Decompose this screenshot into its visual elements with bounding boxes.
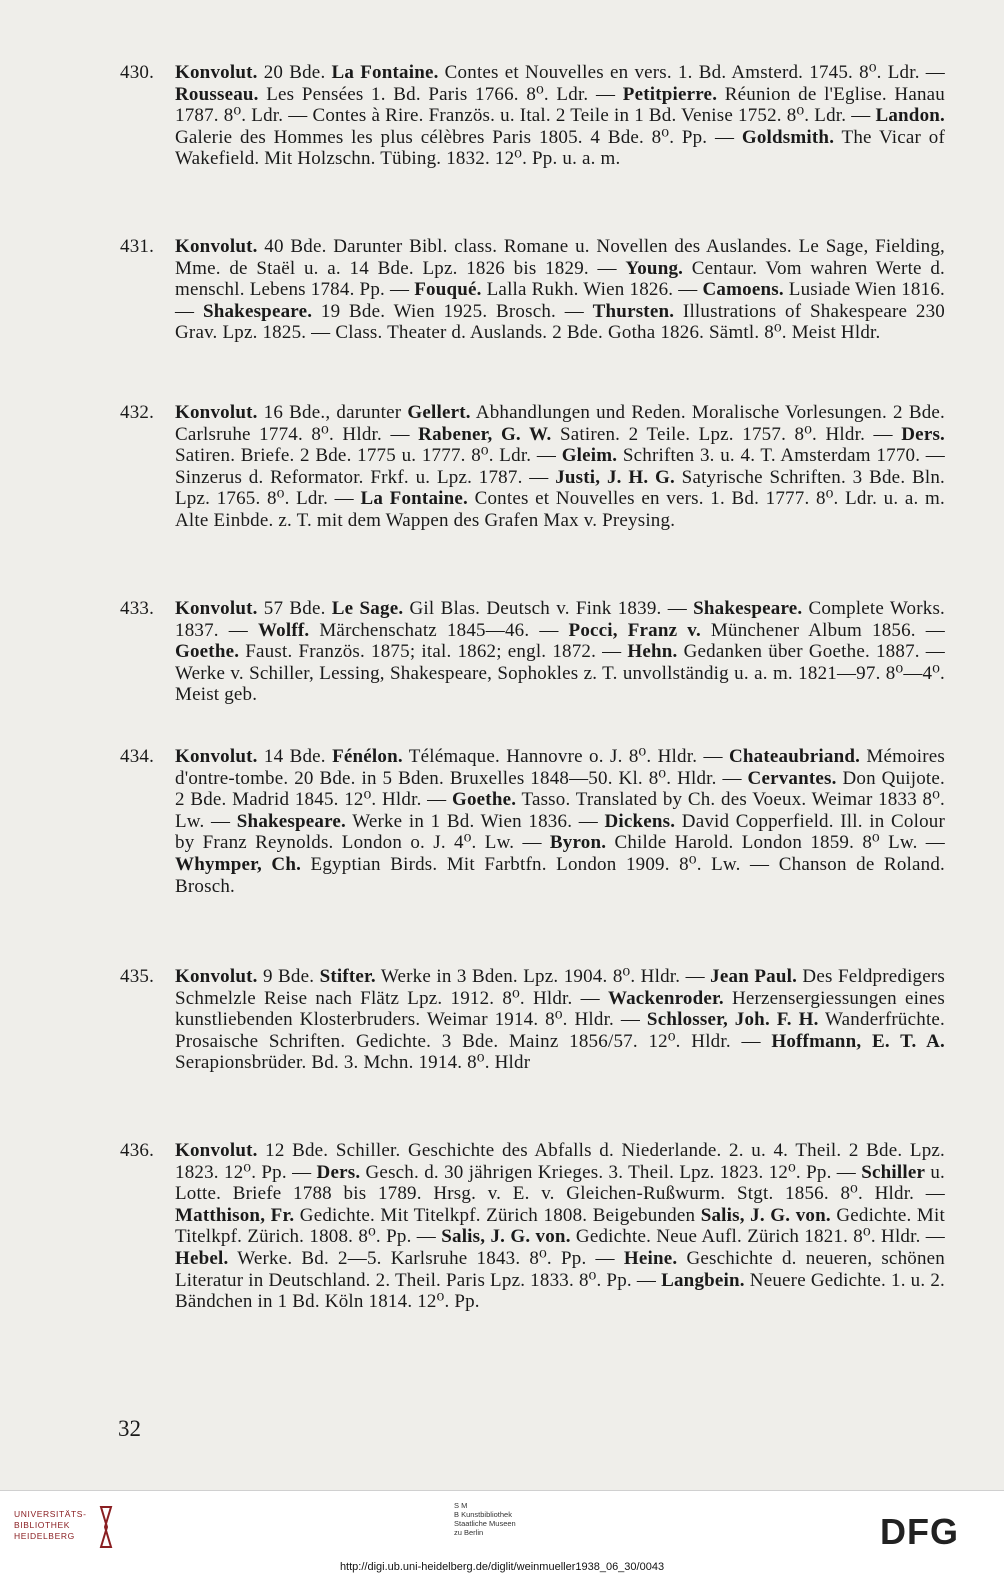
entry-author: Shakespeare. [202, 300, 313, 322]
university-line: BIBLIOTHEK [14, 1520, 71, 1530]
entry-description: 9 Bde. [257, 966, 320, 987]
entry-description: Satyrische Schriften. 3 Bde. Bln. Lpz. 1765. 8⁰. Ldr. — [175, 466, 946, 510]
dfg-logo[interactable]: DFG [880, 1511, 959, 1552]
entry-author: Konvolut. [175, 966, 258, 987]
entry-author: Shakespeare. [236, 810, 346, 832]
entry-text [175, 236, 945, 344]
library-line: Staatliche Museen [454, 1519, 516, 1528]
entry-author: Chateaubriand. [728, 746, 861, 767]
entry-author: Jean Paul. [710, 966, 798, 987]
entry-description: Neuere Gedichte. 1. u. 2. Bändchen in 1 Bd. Köln 1814. 12⁰. Pp. [175, 1269, 945, 1313]
entry-description: Herzensergiessungen eines kunstliebenden Klosterbruders. Weimar 1914. 8⁰. Hldr. — [175, 987, 945, 1031]
entry-author: Rousseau. [175, 83, 259, 105]
entry-description: Don Quijote. 2 Bde. Madrid 1845. 12⁰. Hldr. — [175, 767, 945, 811]
entry-description: Faust. Französ. 1875; ital. 1862; engl. 1872. — [239, 641, 628, 663]
entry-description: Wanderfrüchte. Prosaische Schriften. Gedichte. 3 Bde. Mainz 1856/57. 12⁰. Hldr. — [175, 1009, 946, 1052]
entry-author: Fouqué. [414, 279, 482, 301]
entry-author: Landon. [875, 105, 945, 127]
entry-description: Complete Works. 1837. — [175, 598, 945, 641]
entry-description: Serapionsbrüder. Bd. 3. Mchn. 1914. 8⁰. Hldr [175, 1052, 531, 1074]
entry-description: Mémoires d'ontre-tombe. 20 Bde. in 5 Bden. Bruxelles 1848—50. Kl. 8⁰. Hldr. — [175, 746, 946, 789]
entry-description: u. Lotte. Briefe 1788 bis 1789. Hrsg. v. E. v. Gleichen-Rußwurm. Stgt. 1856. 8⁰. Hldr. — [175, 1161, 945, 1205]
entry-description: Gedichte. Neue Aufl. Zürich 1821. 8⁰. Hldr. — [570, 1226, 946, 1248]
entry-number: 434. [120, 746, 155, 767]
entry-author: Salis, J. G. von. [700, 1204, 831, 1226]
university-line: HEIDELBERG [14, 1531, 75, 1541]
entry-text [175, 402, 945, 532]
entry-description: Télémaque. Hannovre o. J. 8⁰. Hldr. — [402, 746, 729, 767]
entry-description: Centaur. Vom wahren Werte d. menschl. Lebens 1784. Pp. — [175, 257, 946, 301]
entry-author: Goldsmith. [741, 126, 835, 148]
entry-text [175, 966, 945, 1074]
entry-author: Goethe. [175, 641, 240, 663]
entry-description: 40 Bde. Darunter Bibl. class. Romane u. Novellen des Auslandes. Le Sage, Fielding, Mme. de Staël u. a. 14 Bde. Lpz. 1826 bis 1829. — [175, 236, 945, 279]
university-line: UNIVERSITÄTS- [14, 1509, 87, 1519]
entry-author: Konvolut. [175, 62, 258, 83]
entry-description: Lalla Rukh. Wien 1826. — [481, 279, 703, 301]
entry-author: Hehn. [627, 641, 678, 663]
entry-description: Contes et Nouvelles en vers. 1. Bd. 1777. 8⁰. Ldr. u. a. m. Alte Einbde. z. T. mit dem Wappen des Grafen Max v. Preysing. [175, 488, 945, 531]
entry-author: Konvolut. [175, 746, 258, 767]
library-line: B Kunstbibliothek [454, 1510, 512, 1519]
entry-description: Gesch. d. 30 jährigen Krieges. 3. Theil. Lpz. 1823. 12⁰. Pp. — [360, 1161, 862, 1183]
source-url[interactable]: http://digi.ub.uni-heidelberg.de/diglit/weinmueller1938_06_30/0043 [339, 1561, 665, 1573]
library-line: zu Berlin [454, 1528, 484, 1537]
entry-text [175, 1140, 945, 1313]
entry-description: Gedanken über Goethe. 1887. — Werke v. Schiller, Lessing, Shakespeare, Sophokles z. T. unvollständig u. a. m. 1821—97. 8⁰—4⁰. Meist geb. [175, 641, 945, 706]
entry-description: Werke. Bd. 2—5. Karlsruhe 1843. 8⁰. Pp. — [228, 1247, 624, 1269]
entry-description: Des Feldpredigers Schmelzle Reise nach Flätz Lpz. 1912. 8⁰. Hldr. — [175, 966, 946, 1009]
entry-description: Gedichte. Mit Titelkpf. Zürich 1808. Beigebunden [294, 1204, 701, 1226]
entry-author: Gellert. [407, 402, 471, 423]
entry-description: 57 Bde. [257, 598, 332, 619]
university-emblem-icon [97, 1505, 115, 1549]
entry-description: Geschichte d. neueren, schönen Literatur in Deutschland. 2. Theil. Paris Lpz. 1833. 8⁰. Pp. — [175, 1247, 945, 1291]
entry-author: Goethe. [451, 789, 517, 811]
entry-author: Langbein. [661, 1269, 745, 1291]
page-number: 32 [118, 1416, 141, 1441]
entry-author: Whymper, Ch. [175, 853, 302, 875]
entry-author: Heine. [623, 1247, 678, 1269]
entry-description: 14 Bde. [257, 746, 333, 767]
entry-description: Gedichte. Mit Titelkpf. Zürich. 1808. 8⁰. Pp. — [175, 1204, 945, 1248]
entry-author: Konvolut. [175, 598, 258, 619]
entry-text [175, 598, 945, 706]
entry-author: Fénélon. [332, 746, 403, 767]
entry-author: La Fontaine. [331, 62, 439, 83]
entry-description: Les Pensées 1. Bd. Paris 1766. 8⁰. Ldr. — [258, 83, 623, 105]
entry-description: 20 Bde. [257, 62, 332, 83]
entry-description: Tasso. Translated by Ch. des Voeux. Weimar 1833 8⁰. Lw. — [175, 789, 945, 832]
entry-author: Shakespeare. [693, 598, 803, 619]
entry-author: Camoens. [702, 279, 784, 301]
university-logo[interactable] [14, 1509, 134, 1542]
entry-author: Le Sage. [331, 598, 404, 619]
entry-author: Byron. [549, 832, 607, 854]
entry-number: 430. [120, 62, 155, 83]
entry-author: Schlosser, Joh. F. H. [646, 1009, 819, 1031]
entry-author: Cervantes. [747, 767, 837, 789]
entry-description: Lusiade Wien 1816. — [175, 279, 945, 322]
entry-author: Thursten. [592, 300, 675, 322]
entry-description: Schriften 3. u. 4. T. Amsterdam 1770. — Sinzerus d. Reformator. Frkf. u. Lpz. 1787. — [175, 445, 945, 488]
entry-author: Rabener, G. W. [418, 423, 552, 445]
entry-description: Egyptian Birds. Mit Farbtfn. London 1909. 8⁰. Lw. — Chanson de Roland. Brosch. [175, 853, 945, 897]
entry-author: Dickens. [604, 810, 676, 832]
entry-author: Pocci, Franz v. [568, 619, 701, 641]
entry-description: 12 Bde. Schiller. Geschichte des Abfalls d. Niederlande. 2. u. 4. Theil. 2 Bde. Lpz. 1823. 12⁰. Pp. — [175, 1140, 945, 1183]
entry-author: Wackenroder. [607, 987, 724, 1009]
entry-number: 433. [120, 598, 155, 619]
entry-description: Galerie des Hommes les plus célèbres Paris 1805. 4 Bde. 8⁰. Pp. — [175, 126, 742, 148]
entry-description: Werke in 3 Bden. Lpz. 1904. 8⁰. Hldr. — [375, 966, 711, 987]
entry-text [175, 746, 945, 897]
entry-author: Ders. [901, 423, 945, 445]
entry-description: Childe Harold. London 1859. 8⁰ Lw. — [606, 832, 945, 854]
entry-author: Young. [625, 257, 684, 279]
entry-description: The Vicar of Wakefield. Mit Holzschn. Tübing. 1832. 12⁰. Pp. u. a. m. [175, 126, 945, 170]
entry-description: Münchener Album 1856. — [700, 619, 945, 641]
footer-bar [0, 1490, 1004, 1581]
entry-description: 19 Bde. Wien 1925. Brosch. — [312, 300, 593, 322]
entry-author: La Fontaine. [360, 488, 468, 510]
entry-description: Märchenschatz 1845—46. — [309, 619, 569, 641]
entry-number: 431. [120, 236, 155, 257]
library-line: S M [454, 1501, 468, 1510]
entry-author: Salis, J. G. von. [441, 1226, 571, 1248]
entry-author: Konvolut. [175, 1140, 258, 1161]
entry-author: Gleim. [561, 445, 618, 467]
library-credit [454, 1501, 574, 1537]
entry-author: Justi, J. H. G. [555, 466, 675, 488]
entry-author: Hoffmann, E. T. A. [771, 1030, 945, 1052]
entry-author: Petitpierre. [622, 83, 718, 105]
entry-description: Gil Blas. Deutsch v. Fink 1839. — [403, 598, 694, 619]
entry-author: Hebel. [175, 1247, 229, 1269]
entry-description: Illustrations of Shakespeare 230 Grav. Lpz. 1825. — Class. Theater d. Auslands. 2 Bde. Gotha 1826. Sämtl. 8⁰. Meist Hldr. [175, 300, 945, 344]
entry-number: 435. [120, 966, 155, 987]
entry-description: Abhandlungen und Reden. Moralische Vorlesungen. 2 Bde. Carlsruhe 1774. 8⁰. Hldr. — [175, 402, 945, 445]
entry-description: Contes et Nouvelles en vers. 1. Bd. Amsterd. 1745. 8⁰. Ldr. — [438, 62, 945, 83]
entry-number: 436. [120, 1140, 155, 1161]
entry-author: Matthison, Fr. [175, 1204, 295, 1226]
entry-description: David Copperfield. Ill. in Colour by Franz Reynolds. London o. J. 4⁰. Lw. — [175, 810, 945, 854]
entry-author: Wolff. [257, 619, 310, 641]
entry-author: Konvolut. [175, 402, 258, 423]
entry-number: 432. [120, 402, 155, 423]
entry-author: Ders. [316, 1161, 361, 1183]
entry-description: Satiren. Briefe. 2 Bde. 1775 u. 1777. 8⁰. Ldr. — [175, 445, 562, 467]
entry-text [175, 62, 945, 170]
entry-author: Stifter. [319, 966, 376, 987]
entry-description: Réunion de l'Eglise. Hanau 1787. 8⁰. Ldr. — Contes à Rire. Französ. u. Ital. 2 Teile in 1 Bd. Venise 1752. 8⁰. Ldr. — [175, 83, 945, 127]
entry-author: Konvolut. [175, 236, 258, 257]
entry-description: Satiren. 2 Teile. Lpz. 1757. 8⁰. Hldr. — [551, 423, 902, 445]
entry-description: Werke in 1 Bd. Wien 1836. — [345, 810, 605, 832]
entry-description: 16 Bde., darunter [257, 402, 408, 423]
entry-author: Schiller [861, 1161, 926, 1183]
